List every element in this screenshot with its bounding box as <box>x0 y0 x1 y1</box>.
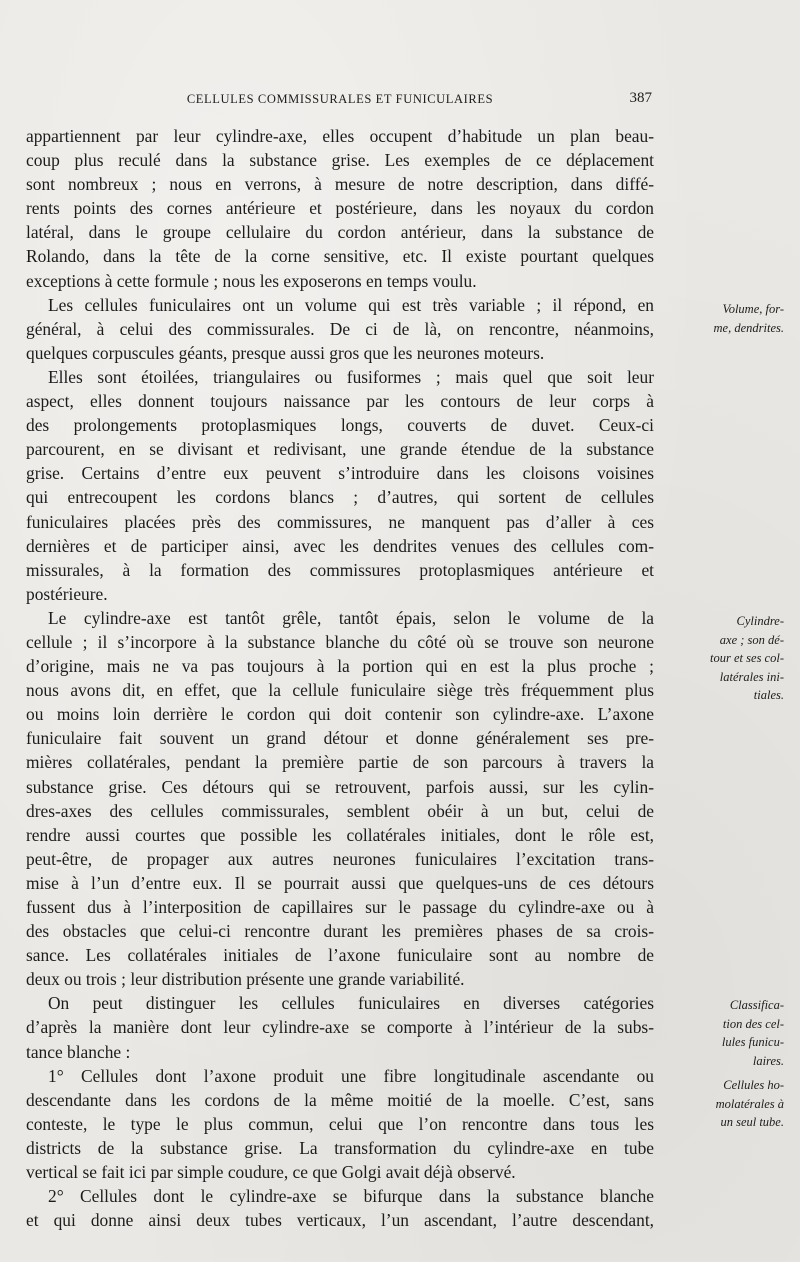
text-line: rendre aussi courtes que possible les collatérales initiales, dont le rôle est, <box>26 824 654 845</box>
margin-note-line: un seul tube. <box>720 1115 784 1129</box>
page-number: 387 <box>629 90 652 106</box>
paragraph-forme <box>26 365 654 606</box>
text-line: ou moins loin derrière le cordon qui doit contenir son cylindre-axe. L’axone <box>26 704 654 725</box>
text-line: Rolando, dans la tête de la corne sensitive, etc. Il existe pourtant quelques <box>26 246 654 267</box>
margin-note-line: Cellules ho- <box>723 1078 784 1092</box>
text-line: deux ou trois ; leur distribution présente une grande variabilité. <box>26 969 465 990</box>
text-line: latéral, dans le groupe cellulaire du cordon antérieur, dans la substance de <box>26 222 654 243</box>
margin-note-line: molatérales à <box>715 1096 784 1111</box>
margin-note-line: tour et ses col- <box>710 651 784 665</box>
text-line: coup plus reculé dans la substance grise. Les exemples de ce déplacement <box>26 150 654 171</box>
text-line: districts de la substance grise. La transformation du cylindre-axe en tube <box>26 1137 654 1158</box>
text-line: missurales, à la formation des commissures protoplasmiques antérieure et <box>26 559 654 580</box>
text-line: funiculaires placées près des commissures, ne manquent pas d’aller à ces <box>26 511 654 532</box>
text-line: et qui donne ainsi deux tubes verticaux, l’un ascendant, l’autre descendant, <box>26 1210 654 1231</box>
text-line: 2° Cellules dont le cylindre-axe se bifurque dans la substance blanche <box>48 1186 654 1207</box>
text-line: peut-être, de propager aux autres neurones funiculaires l’excitation trans- <box>26 848 654 869</box>
text-line: aspect, elles donnent toujours naissance par les contours de leur corps à <box>26 391 654 412</box>
text-line: dres-axes des cellules commissurales, semblent obéir à un but, celui de <box>26 800 654 821</box>
margin-note-line: axe ; son dé- <box>719 632 784 647</box>
text-line: nous avons dit, en effet, que la cellule funiculaire siège très fréquemment plus <box>26 680 654 701</box>
margin-note-line: tiales. <box>753 688 784 702</box>
text-line: sont nombreux ; nous en verrons, à mesure de notre description, dans diffé- <box>26 174 654 195</box>
text-line: qui entrecoupent les cordons blancs ; d’autres, qui sortent de cellules <box>26 487 654 508</box>
text-line: parcourent, en se divisant et redivisant, une grande étendue de la substance <box>26 439 654 460</box>
margin-note-classification <box>672 996 784 1070</box>
paragraph-cylindre-axe <box>26 606 654 992</box>
text-line: descendante dans les cordons de la même moitié de la moelle. C’est, sans <box>26 1089 654 1110</box>
text-line: Les cellules funiculaires ont un volume qui est très variable ; il répond, en <box>48 294 654 315</box>
margin-note-cylindre-axe <box>672 612 784 705</box>
text-line: mières collatérales, pendant la première partie de son parcours à travers la <box>26 752 654 773</box>
margin-note-line: laires. <box>752 1053 784 1068</box>
text-line: Le cylindre-axe est tantôt grêle, tantôt épais, selon le volume de la <box>48 607 654 628</box>
paragraph-type-2 <box>26 1184 654 1232</box>
margin-note-line: Volume, for- <box>722 302 784 316</box>
text-line: cellule ; il s’incorpore à la substance blanche du côté où se trouve son neurone <box>26 631 654 652</box>
margin-note-line: lules funicu- <box>721 1035 784 1049</box>
text-line: sance. Les collatérales initiales de l’axone funiculaire sont au nombre de <box>26 945 654 966</box>
text-line: appartiennent par leur cylindre-axe, elles occupent d’habitude un plan beau- <box>26 126 654 146</box>
text-line: Elles sont étoilées, triangulaires ou fusiformes ; mais quel que soit leur <box>48 366 654 387</box>
paragraph-classification <box>26 991 654 1063</box>
text-line: On peut distinguer les cellules funiculaires en diverses catégories <box>48 993 654 1014</box>
paragraph-continuation <box>26 124 654 293</box>
margin-note-line: latérales ini- <box>719 669 784 684</box>
text-line: dernières et de participer ainsi, avec les dendrites venues des cellules com- <box>26 535 654 556</box>
text-line: rents points des cornes antérieure et postérieure, dans les noyaux du cordon <box>26 198 654 219</box>
text-line: quelques corpuscules géants, presque aussi gros que les neurones moteurs. <box>26 342 545 363</box>
margin-note-line: tion des cel- <box>722 1016 784 1031</box>
text-line: conteste, le type le plus commun, celui que l’on rencontre dans tous les <box>26 1113 654 1134</box>
text-line: grise. Certains d’entre eux peuvent s’introduire dans les cloisons voisines <box>26 463 654 484</box>
margin-note-line: me, dendrites. <box>713 320 784 335</box>
margin-note-line: Classifica- <box>729 998 784 1012</box>
margin-note-homolaterales <box>672 1076 784 1132</box>
margin-note-line: Cylindre- <box>736 614 784 628</box>
text-line: d’après la manière dont leur cylindre-axe se comporte à l’intérieur de la subs- <box>26 1017 654 1038</box>
text-line: exceptions à cette formule ; nous les exposerons en temps voulu. <box>26 270 477 291</box>
text-line: postérieure. <box>26 583 108 604</box>
text-line: général, à celui des commissurales. De ci de là, on rencontre, néanmoins, <box>26 318 654 339</box>
text-line: vertical se fait ici par simple coudure, ce que Golgi avait déjà observé. <box>26 1162 516 1183</box>
body-text <box>26 124 654 1232</box>
text-line: d’origine, mais ne va pas toujours à la portion qui en est la plus proche ; <box>26 656 654 677</box>
text-line: tance blanche : <box>26 1041 131 1062</box>
running-head <box>26 88 654 110</box>
running-title: CELLULES COMMISSURALES ET FUNICULAIRES <box>186 92 494 106</box>
text-line: des prolongements protoplasmiques longs, couverts de duvet. Ceux-ci <box>26 415 654 436</box>
text-line: substance grise. Ces détours qui se retrouvent, parfois aussi, sur les cylin- <box>26 776 654 797</box>
paragraph-volume <box>26 293 654 365</box>
paragraph-type-1 <box>26 1064 654 1184</box>
text-line: des obstacles que celui-ci rencontre durant les premières phases de sa crois- <box>26 921 654 942</box>
text-line: fussent dus à l’interposition de capillaires sur le passage du cylindre-axe ou à <box>26 897 654 917</box>
text-line: 1° Cellules dont l’axone produit une fibre longitudinale ascendante ou <box>48 1065 654 1086</box>
text-line: funiculaire fait souvent un grand détour et donne généralement ses pre- <box>26 728 654 749</box>
text-line: mise à l’un d’entre eux. Il se pourrait aussi que quelques-uns de ces détours <box>26 872 654 893</box>
margin-note-volume <box>672 300 784 337</box>
